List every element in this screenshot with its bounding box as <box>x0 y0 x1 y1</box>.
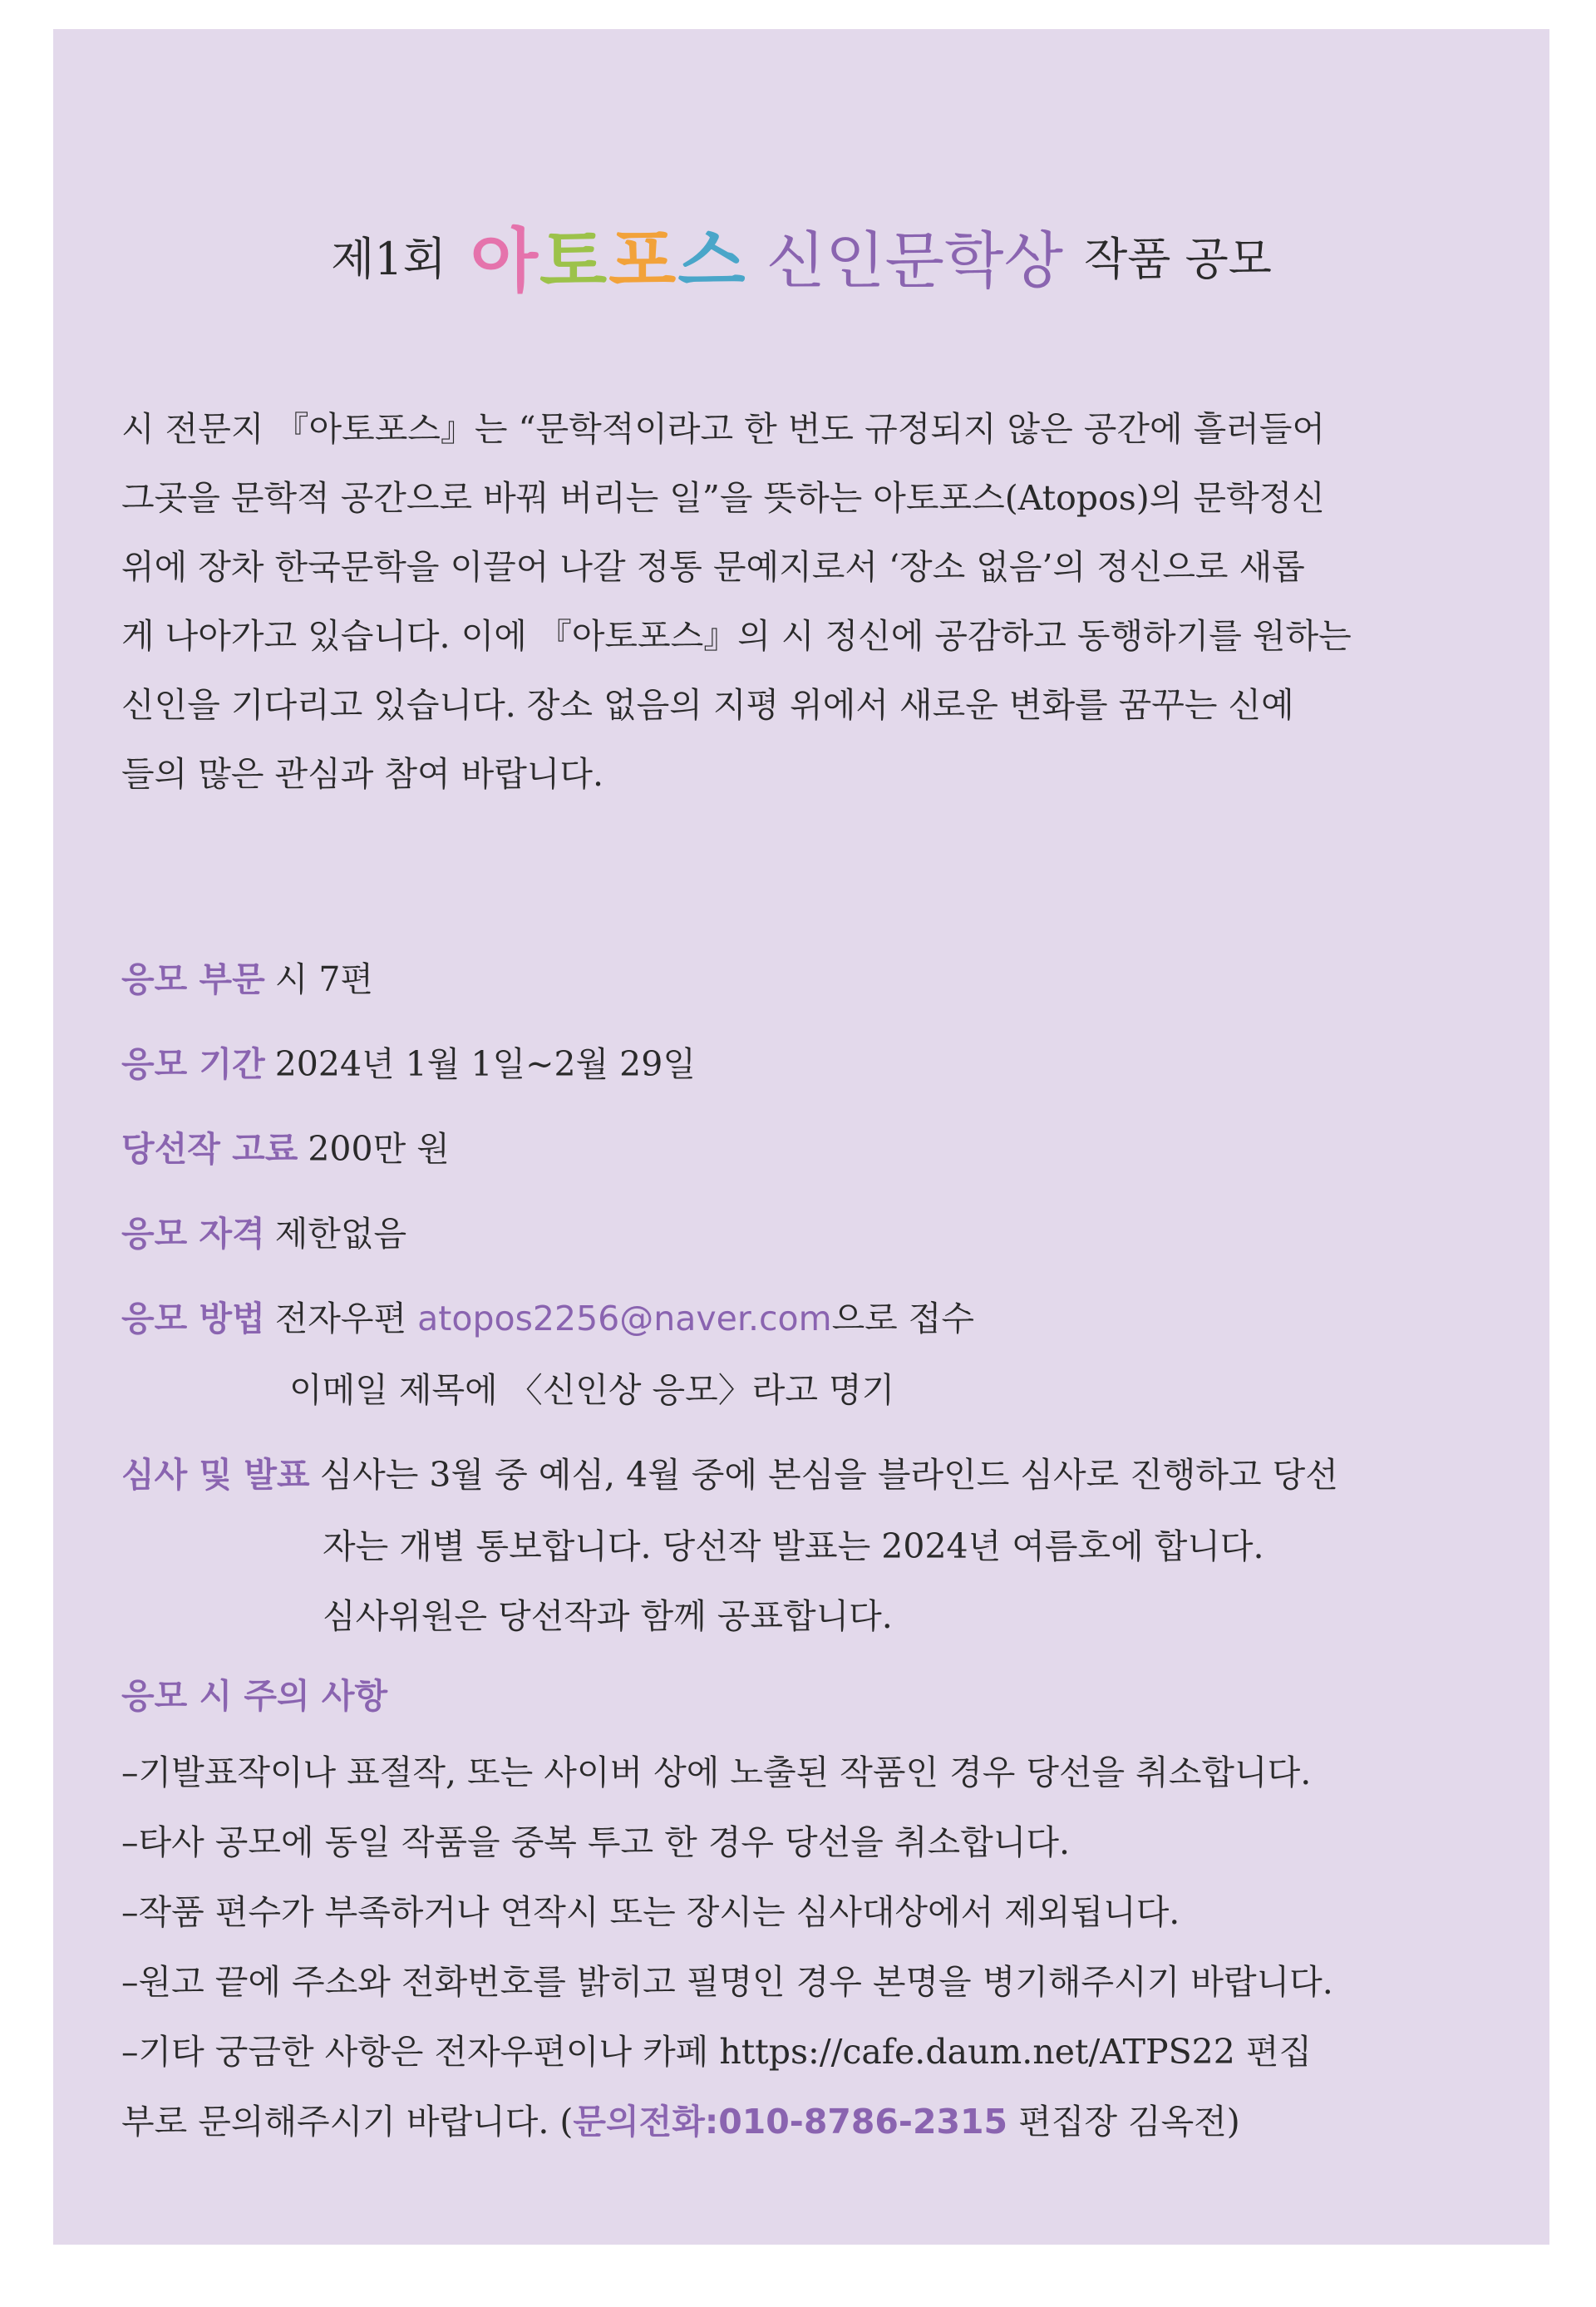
notes-heading-text: 응모 시 주의 사항 <box>121 1676 388 1716</box>
notes-list <box>121 1738 1435 2157</box>
info-label: 심사 및 발표 <box>121 1455 310 1495</box>
info-label: 응모 방법 <box>121 1299 265 1338</box>
brand-char-4: 스 <box>677 220 747 302</box>
title-tail: 작품 공모 <box>1084 233 1272 285</box>
review-line: 심사위원은 당선작과 함께 공표합니다. <box>323 1596 893 1636</box>
review-line: 자는 개별 통보합니다. 당선작 발표는 2024년 여름호에 합니다. <box>323 1526 1264 1566</box>
brand-char-2: 토 <box>539 220 609 302</box>
contact-email-link[interactable]: atopos2256@naver.com <box>417 1299 832 1338</box>
info-label: 응모 부문 <box>121 959 265 999</box>
intro-line: 게 나아가고 있습니다. 이에 『아토포스』의 시 정신에 공감하고 동행하기를 원하는 <box>121 616 1352 656</box>
info-method <box>121 1291 1451 1340</box>
intro-paragraph <box>121 395 1426 809</box>
info-value: 2024년 1월 1일~2월 29일 <box>274 1044 696 1084</box>
method-suffix: 으로 접수 <box>831 1299 975 1338</box>
list-item: –타사 공모에 동일 작품을 중복 투고 한 경우 당선을 취소합니다. <box>121 1822 1070 1862</box>
brand-char-1: 아 <box>470 220 540 302</box>
method-note: 이메일 제목에 〈신인상 응모〉라고 명기 <box>289 1370 895 1410</box>
info-review <box>121 1447 1451 1496</box>
last-prefix: 부로 문의해주시기 바랍니다. ( <box>121 2102 574 2142</box>
info-value: 200만 원 <box>308 1129 450 1169</box>
intro-line: 신인을 기다리고 있습니다. 장소 없음의 지평 위에서 새로운 변화를 꿈꾸는 신예 <box>121 685 1294 725</box>
poster-title <box>53 205 1549 306</box>
info-period <box>121 1037 1451 1086</box>
info-label: 응모 자격 <box>121 1214 265 1254</box>
info-eligibility <box>121 1206 1451 1255</box>
info-fee <box>121 1121 1451 1171</box>
list-item: –원고 끝에 주소와 전화번호를 밝히고 필명인 경우 본명을 병기해주시기 바랍니다. <box>121 1962 1333 2002</box>
intro-line: 위에 장차 한국문학을 이끌어 나갈 정통 문예지로서 ‘장소 없음’의 정신으로 새롭 <box>121 547 1305 587</box>
info-label: 당선작 고료 <box>121 1129 298 1169</box>
award-name: 신인문학상 <box>766 224 1063 297</box>
last-suffix: 편집장 김옥전) <box>1007 2102 1240 2142</box>
review-line: 심사는 3월 중 예심, 4월 중에 본심을 블라인드 심사로 진행하고 당선 <box>319 1455 1338 1495</box>
brand-logo <box>470 205 747 306</box>
list-item: –기발표작이나 표절작, 또는 사이버 상에 노출된 작품인 경우 당선을 취소합니다. <box>121 1752 1312 1792</box>
method-prefix: 전자우편 <box>274 1299 418 1338</box>
list-item-last <box>121 2087 1435 2157</box>
intro-line: 그곳을 문학적 공간으로 바꿔 버리는 일”을 뜻하는 아토포스(Atopos)의 문학정신 <box>121 478 1325 518</box>
info-category <box>121 952 1451 1001</box>
intro-line: 들의 많은 관심과 참여 바랍니다. <box>121 754 604 794</box>
brand-char-3: 포 <box>608 220 678 302</box>
contest-poster <box>53 29 1549 2245</box>
list-item: –기타 궁금한 사항은 전자우편이나 카페 https://cafe.daum.net/ATPS22 편집 <box>121 2032 1313 2072</box>
edition-label: 제1회 <box>331 233 446 285</box>
list-item: –작품 편수가 부족하거나 연작시 또는 장시는 심사대상에서 제외됩니다. <box>121 1892 1180 1932</box>
notes-heading <box>121 1669 1451 1718</box>
info-value: 시 7편 <box>274 959 374 999</box>
info-label: 응모 기간 <box>121 1044 265 1084</box>
intro-line: 시 전문지 『아토포스』는 “문학적이라고 한 번도 규정되지 않은 공간에 흘러들어 <box>121 409 1326 449</box>
info-value: 제한없음 <box>274 1214 407 1254</box>
contact-phone: 문의전화:010-8786-2315 <box>573 2102 1008 2142</box>
